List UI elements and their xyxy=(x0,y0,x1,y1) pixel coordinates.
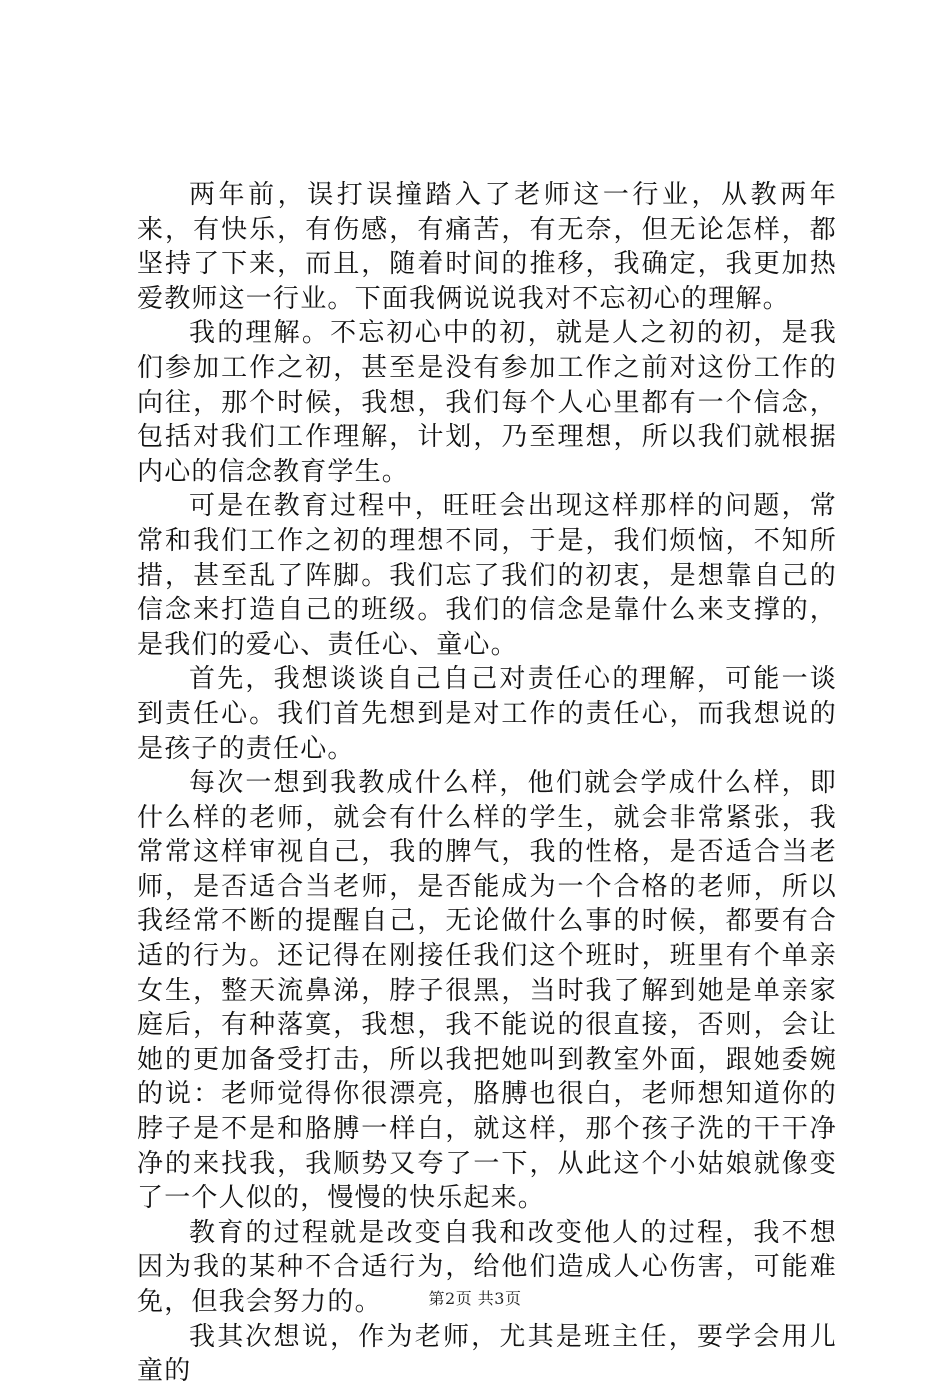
paragraph-7: 我其次想说，作为老师，尤其是班主任，要学会用儿童的 xyxy=(137,1321,837,1387)
paragraph-5: 每次一想到我教成什么样，他们就会学成什么样，即什么样的老师，就会有什么样的学生，就会非常紧张，我常常这样审视自己，我的脾气，我的性格，是否适合当老师，是否适合当老师，是否能成为一个合格的老师，所以我经常不断的提醒自己，无论做什么事的时候，都要有合适的行为。还记得在刚接任我们这个班时，班里有个单亲女生，整天流鼻涕，脖子很黑，当时我了解到她是单亲家庭后，有种落寞，我想，我不能说的很直接，否则，会让她的更加备受打击，所以我把她叫到教室外面，跟她委婉的说：老师觉得你很漂亮，胳膊也很白，老师想知道你的脖子是不是和胳膊一样白，就这样，那个孩子洗的干干净净的来找我，我顺势又夸了一下，从此这个小姑娘就像变了一个人似的，慢慢的快乐起来。 xyxy=(137,768,837,1214)
paragraph-2: 我的理解。不忘初心中的初，就是人之初的初，是我们参加工作之初，甚至是没有参加工作之前对这份工作的向往，那个时候，我想，我们每个人心里都有一个信念，包括对我们工作理解，计划，乃至理想，所以我们就根据内心的信念教育学生。 xyxy=(137,318,837,487)
paragraph-1: 两年前，误打误撞踏入了老师这一行业，从教两年来，有快乐，有伤感，有痛苦，有无奈，但无论怎样，都坚持了下来，而且，随着时间的推移，我确定，我更加热爱教师这一行业。下面我俩说说我对不忘初心的理解。 xyxy=(137,180,837,314)
page-footer: 第2页 共3页 xyxy=(428,1289,522,1308)
paragraph-3: 可是在教育过程中，旺旺会出现这样那样的问题，常常和我们工作之初的理想不同，于是，我们烦恼，不知所措，甚至乱了阵脚。我们忘了我们的初衷，是想靠自己的信念来打造自己的班级。我们的信念是靠什么来支撑的，是我们的爱心、责任心、童心。 xyxy=(137,491,837,660)
paragraph-4: 首先，我想谈谈自己自己对责任心的理解，可能一谈到责任心。我们首先想到是对工作的责任心，而我想说的是孩子的责任心。 xyxy=(137,664,837,764)
document-body xyxy=(137,178,837,1389)
paragraph-6: 教育的过程就是改变自我和改变他人的过程，我不想因为我的某种不合适行为，给他们造成人心伤害，可能难免，但我会努力的。 xyxy=(137,1217,837,1317)
